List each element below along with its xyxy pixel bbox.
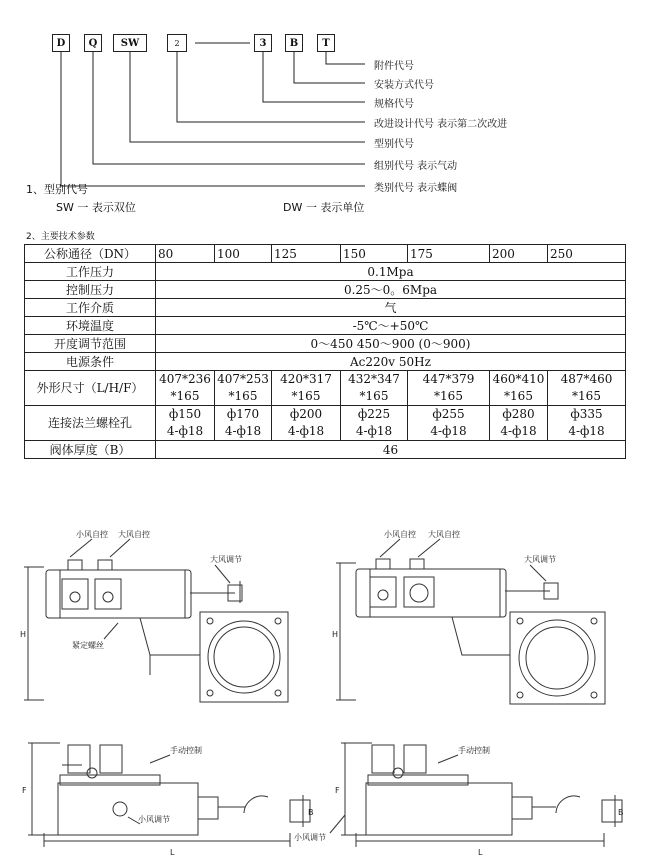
dn-cell: 125 [272,245,341,263]
code-box-d: D [52,34,70,52]
code-box-spec: 3 [254,34,272,52]
flange-bottom: 4-ф18 [166,424,204,438]
row-value: 气 [156,299,626,317]
flange-bottom: 4-ф18 [224,424,262,438]
dims-bottom: *165 [434,389,463,403]
flange-bottom: 4-ф18 [430,424,467,438]
flange-cell [341,406,408,441]
dims-top: 487*460 [560,372,613,386]
section1-title: 1、型别代号 [26,183,88,196]
dim-b-left: B [308,808,314,817]
flange-label: 连接法兰螺栓孔 [25,406,156,441]
table-row [25,371,626,406]
thickness-value: 46 [156,441,626,459]
dims-top: 432*347 [348,372,400,386]
valve-drawings [0,515,649,868]
code-box-sw: SW [113,34,147,52]
table-row [25,441,626,459]
dims-label: 外形尺寸（L/H/F） [25,371,156,406]
table-row [25,317,626,335]
flange-bottom: 4-ф18 [568,424,605,438]
dw-note: DW 一 表示单位 [283,201,365,214]
row-label: 控制压力 [25,281,156,299]
annotation-accessory: 附件代号 [374,61,414,72]
side-view-left [28,743,310,847]
dim-l-left: L [170,848,175,857]
dims-cell [272,371,341,406]
dn-cell: 250 [548,245,626,263]
dims-bottom: *165 [228,389,258,403]
front-view-right [336,539,605,704]
label-small-auto-left: 小风自控 [76,530,108,539]
table-row [25,406,626,441]
code-box-q: Q [84,34,102,52]
row-value: 0.25～0。6Mpa [156,281,626,299]
flange-cell [272,406,341,441]
dn-cell: 175 [408,245,490,263]
dn-cell: 100 [215,245,272,263]
table-row [25,299,626,317]
code-box-accessory: T [317,34,335,52]
dn-cell: 80 [156,245,215,263]
row-label: 工作介质 [25,299,156,317]
flange-top: ф170 [226,407,260,421]
dims-top: 447*379 [422,372,475,386]
flange-top: ф255 [432,407,465,421]
dims-cell [490,371,548,406]
label-small-adjust-right: 小风调节 [294,833,326,842]
flange-cell [156,406,215,441]
flange-bottom: 4-ф18 [355,424,393,438]
annotation-category: 类别代号 表示蝶阀 [374,183,458,194]
dims-cell [408,371,490,406]
flange-cell [548,406,626,441]
dims-top: 407*253 [217,372,269,386]
row-value: 0.1Mpa [156,263,626,281]
dims-top: 420*317 [280,372,332,386]
flange-top: ф225 [357,407,391,421]
code-box-revision: 2 [167,34,187,52]
label-large-adjust-left: 大风调节 [210,555,242,564]
flange-cell [215,406,272,441]
table-row [25,281,626,299]
table-row [25,263,626,281]
dim-l-right: L [478,848,483,857]
row-label: 工作压力 [25,263,156,281]
label-lock-screw: 紧定螺丝 [72,641,104,650]
flange-top: ф200 [289,407,323,421]
side-view-right [330,743,622,847]
dims-top: 407*236 [159,372,211,386]
dn-label: 公称通径（DN） [25,245,156,263]
front-view-left [24,539,288,702]
dn-cell: 150 [341,245,408,263]
label-manual-left: 手动控制 [170,746,202,755]
flange-cell [490,406,548,441]
label-small-auto-right: 小风自控 [384,530,416,539]
table-row [25,335,626,353]
flange-bottom: 4-ф18 [287,424,325,438]
row-label: 电源条件 [25,353,156,371]
code-leader-lines [0,0,649,230]
dims-top: 460*410 [492,372,545,386]
dim-f-left: F [22,786,27,795]
dims-cell [341,371,408,406]
spec-table [24,244,626,459]
dims-bottom: *165 [291,389,321,403]
row-value: 0～450 450～900 (0～900) [156,335,626,353]
annotation-group: 组别代号 表示气动 [374,161,458,172]
flange-bottom: 4-ф18 [500,424,537,438]
dims-cell [548,371,626,406]
dims-bottom: *165 [504,389,533,403]
dims-bottom: *165 [170,389,200,403]
label-manual-right: 手动控制 [458,746,490,755]
dim-b-right: B [618,808,624,817]
flange-top: ф335 [570,407,603,421]
row-label: 环境温度 [25,317,156,335]
table-row [25,353,626,371]
flange-cell [408,406,490,441]
section2-title: 2、主要技术参数 [26,232,95,242]
dims-bottom: *165 [359,389,389,403]
annotation-mount: 安装方式代号 [374,80,434,91]
annotation-type: 型别代号 [374,139,414,150]
dim-f-right: F [335,786,340,795]
label-large-auto-left: 大风自控 [118,530,150,539]
dim-h-left: H [20,630,27,639]
sw-note: SW 一 表示双位 [56,201,136,214]
code-box-mount: B [285,34,303,52]
annotation-spec: 规格代号 [374,99,414,110]
table-row [25,245,626,263]
row-value: -5℃～+50℃ [156,317,626,335]
label-large-auto-right: 大风自控 [428,530,460,539]
row-value: Ac220v 50Hz [156,353,626,371]
dim-h-right: H [332,630,339,639]
label-small-adjust-left: 小风调节 [138,815,170,824]
annotation-revision: 改进设计代号 表示第二次改进 [374,119,508,130]
label-large-adjust-right: 大风调节 [524,555,556,564]
dims-cell [215,371,272,406]
thickness-label: 阀体厚度（B） [25,441,156,459]
row-label: 开度调节范围 [25,335,156,353]
flange-top: ф150 [168,407,202,421]
dn-cell: 200 [490,245,548,263]
dims-bottom: *165 [572,389,601,403]
flange-top: ф280 [502,407,535,421]
dims-cell [156,371,215,406]
